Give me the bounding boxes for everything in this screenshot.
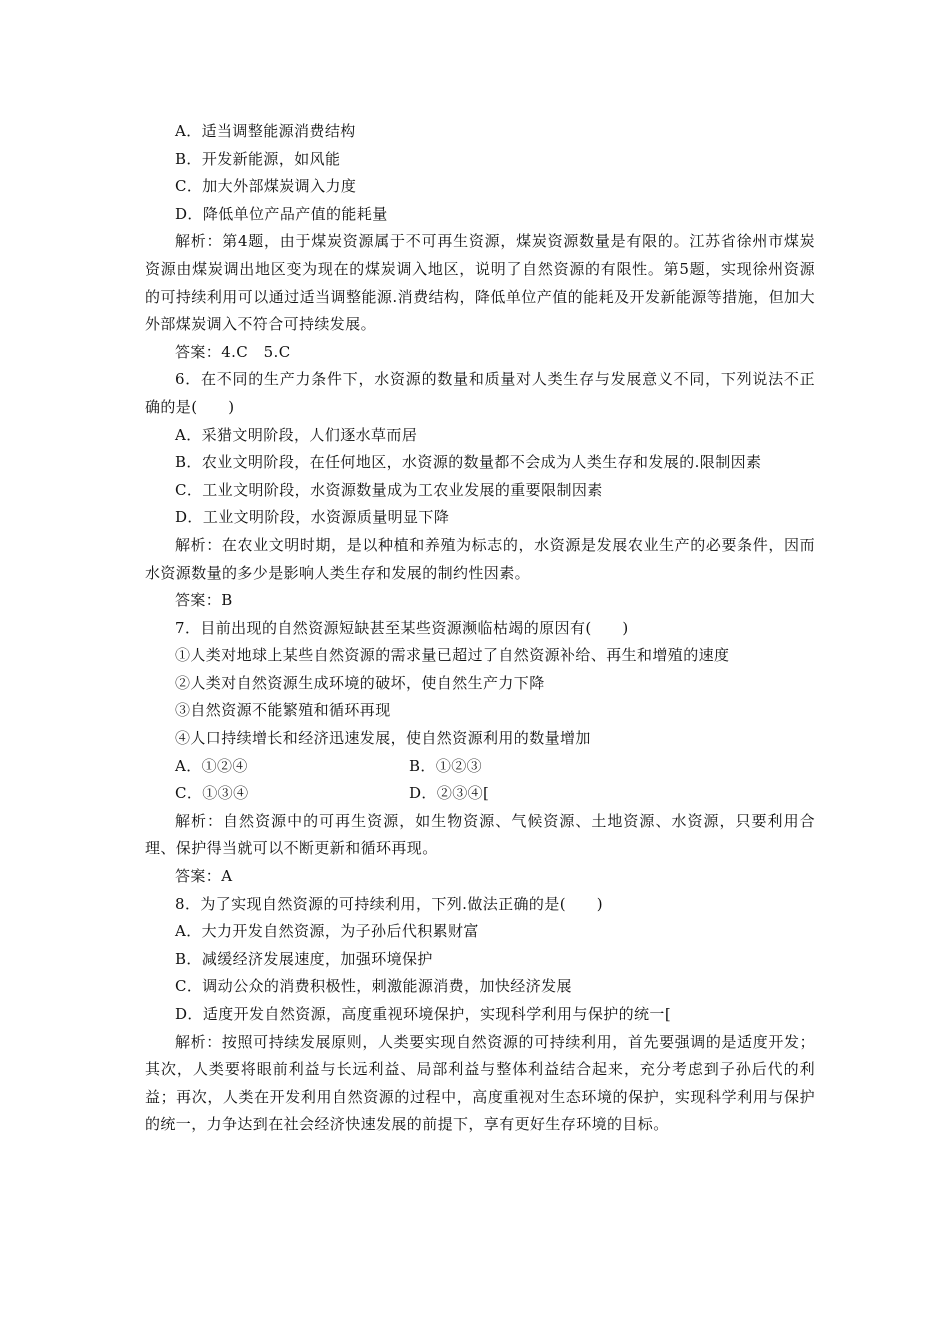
q7-item-3: ③自然资源不能繁殖和循环再现 xyxy=(175,701,391,720)
q7-item-2: ②人类对自然资源生成环境的破坏，使自然生产力下降 xyxy=(175,673,545,692)
document-page xyxy=(145,118,815,1139)
q4-5-answer: 答案：4.C 5.C xyxy=(175,342,291,361)
q8-option-d: D．适度开发自然资源，高度重视环境保护，实现科学利用与保护的统一[ xyxy=(175,1005,672,1023)
q6-option-a: A．采猎文明阶段，人们逐水草而居 xyxy=(175,425,418,444)
q8-stem: 8．为了实现自然资源的可持续利用，下列.做法正确的是( ) xyxy=(175,894,604,913)
q8-analysis: 解析：按照可持续发展原则，人类要实现自然资源的可持续利用，首先要强调的是适度开发；其次，人类要将眼前利益与长远利益、局部利益与整体利益结合起来，充分考虑到子孙后代的利益；再次，人类在开发利用自然资源的过程中，高度重视对生态环境的保护，实现科学利用与保护的统一，力争达到在社会经济快速发展的前提下，享有更好生存环境的目标。 xyxy=(145,1032,815,1134)
q4-5-analysis: 解析：第4题，由于煤炭资源属于不可再生资源，煤炭资源数量是有限的。江苏省徐州市煤炭资源由煤炭调出地区变为现在的煤炭调入地区，说明了自然资源的有限性。第5题，实现徐州资源的可持续利用可以通过适当调整能源.消费结构，降低单位产值的能耗及开发新能源等措施，但加大外部煤炭调入不符合可持续发展。 xyxy=(145,232,815,334)
q6-option-b: B．农业文明阶段，在任何地区，水资源的数量都不会成为人类生存和发展的.限制因素 xyxy=(175,453,762,472)
q7-option-c: C．①③④ xyxy=(175,784,249,803)
q5-option-b: B．开发新能源，如风能 xyxy=(175,149,341,168)
q6-option-c: C．工业文明阶段，水资源数量成为工农业发展的重要限制因素 xyxy=(175,480,603,499)
q6-option-d: D．工业文明阶段，水资源质量明显下降 xyxy=(175,508,450,527)
q6-stem: 6．在不同的生产力条件下，水资源的数量和质量对人类生存与发展意义不同，下列说法不正确的是( ) xyxy=(145,370,815,416)
q8-option-a: A．大力开发自然资源，为子孙后代积累财富 xyxy=(175,922,479,941)
q7-option-b: B．①②③ xyxy=(409,756,483,775)
q7-item-4: ④人口持续增长和经济迅速发展，使自然资源利用的数量增加 xyxy=(175,729,591,748)
q7-option-d: D．②③④[ xyxy=(409,784,490,803)
q7-item-1: ①人类对地球上某些自然资源的需求量已超过了自然资源补给、再生和增殖的速度 xyxy=(175,646,730,665)
q5-option-d: D．降低单位产品产值的能耗量 xyxy=(175,204,388,223)
q7-answer: 答案：A xyxy=(175,867,233,886)
q6-analysis: 解析：在农业文明时期，是以种植和养殖为标志的，水资源是发展农业生产的必要条件，因而水资源数量的多少是影响人类生存和发展的制约性因素。 xyxy=(145,535,815,582)
q7-options-row-2 xyxy=(145,780,815,808)
q8-option-c: C．调动公众的消费积极性，刺激能源消费，加快经济发展 xyxy=(175,977,572,996)
q8-option-b: B．减缓经济发展速度，加强环境保护 xyxy=(175,949,433,968)
q6-answer: 答案：B xyxy=(175,591,233,610)
q7-stem: 7．目前出现的自然资源短缺甚至某些资源濒临枯竭的原因有( ) xyxy=(175,618,629,637)
q7-option-a: A．①②④ xyxy=(175,756,248,775)
q7-options-row-1 xyxy=(145,753,815,781)
q7-analysis: 解析：自然资源中的可再生资源，如生物资源、气候资源、土地资源、水资源，只要利用合理、保护得当就可以不断更新和循环再现。 xyxy=(145,811,815,858)
q5-option-a: A．适当调整能源消费结构 xyxy=(175,122,356,140)
q5-option-c: C．加大外部煤炭调入力度 xyxy=(175,177,357,196)
